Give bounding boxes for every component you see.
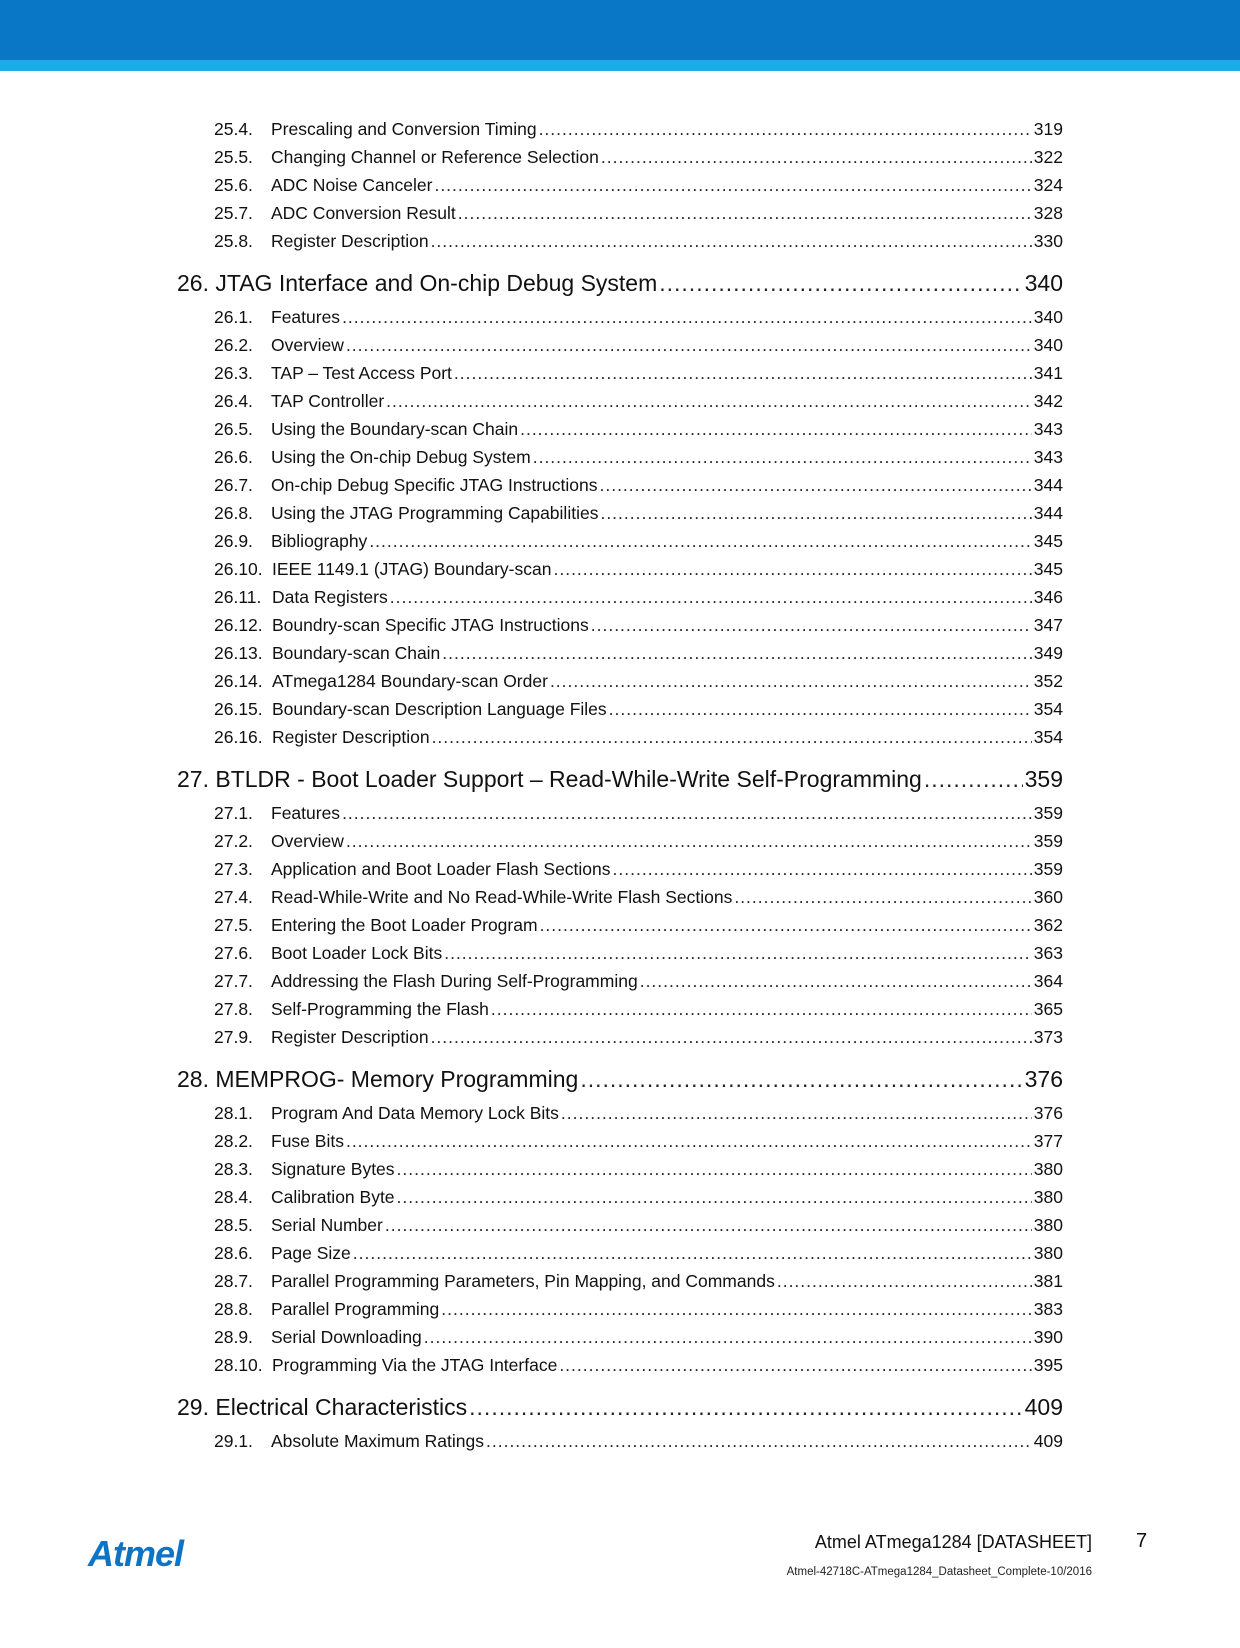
dot-leader <box>385 1211 1032 1239</box>
section-number: 26.9. <box>214 531 253 551</box>
toc-section-list <box>0 1427 1240 1455</box>
dot-leader <box>659 267 1022 299</box>
dot-leader <box>342 303 1032 331</box>
dot-leader <box>734 883 1031 911</box>
section-number: 28.2. <box>214 1131 253 1151</box>
toc-entry[interactable] <box>0 471 1240 499</box>
section-page-number: 364 <box>1033 971 1063 991</box>
toc-entry[interactable] <box>0 639 1240 667</box>
section-page-number: 347 <box>1033 615 1063 635</box>
toc-entry[interactable] <box>0 227 1240 255</box>
chapter-title: 29. Electrical Characteristics <box>177 1394 468 1420</box>
toc-entry[interactable] <box>0 723 1240 751</box>
section-page-number: 346 <box>1033 587 1063 607</box>
section-number: 25.4. <box>214 119 253 139</box>
section-number: 26.2. <box>214 335 253 355</box>
section-page-number: 362 <box>1033 915 1063 935</box>
dot-leader <box>444 939 1032 967</box>
section-title: Self-Programming the Flash <box>271 999 489 1019</box>
dot-leader <box>561 1099 1032 1127</box>
section-page-number: 330 <box>1033 231 1063 251</box>
section-page-number: 349 <box>1033 643 1063 663</box>
section-number: 28.6. <box>214 1243 253 1263</box>
toc-entry[interactable] <box>0 331 1240 359</box>
section-page-number: 343 <box>1033 419 1063 439</box>
footer-doc-title: Atmel ATmega1284 [DATASHEET] <box>814 1532 1092 1552</box>
toc-entry[interactable] <box>0 199 1240 227</box>
dot-leader <box>431 227 1032 255</box>
section-title: Features <box>271 803 341 823</box>
section-title: Read-While-Write and No Read-While-Write Flash Sections <box>271 887 733 907</box>
section-page-number: 376 <box>1033 1103 1063 1123</box>
section-page-number: 344 <box>1033 475 1063 495</box>
dot-leader <box>580 1063 1022 1095</box>
section-title: Using the On-chip Debug System <box>271 447 531 467</box>
table-of-contents <box>0 115 1240 1455</box>
section-number: 28.7. <box>214 1271 253 1291</box>
dot-leader <box>342 799 1032 827</box>
toc-section-list <box>0 303 1240 751</box>
dot-leader <box>486 1427 1032 1455</box>
section-page-number: 343 <box>1033 447 1063 467</box>
section-number: 28.4. <box>214 1187 253 1207</box>
section-title: Entering the Boot Loader Program <box>271 915 538 935</box>
section-number: 27.4. <box>214 887 253 907</box>
section-page-number: 324 <box>1033 175 1063 195</box>
section-number: 27.2. <box>214 831 253 851</box>
section-title: Prescaling and Conversion Timing <box>271 119 537 139</box>
chapter-title: 26. JTAG Interface and On-chip Debug System <box>177 270 658 296</box>
toc-entry[interactable] <box>0 1127 1240 1155</box>
toc-entry[interactable] <box>0 1351 1240 1379</box>
section-title: Boot Loader Lock Bits <box>271 943 443 963</box>
dot-leader <box>432 723 1032 751</box>
section-title: Bibliography <box>271 531 368 551</box>
section-page-number: 363 <box>1033 943 1063 963</box>
chapter-page-number: 376 <box>1024 1066 1063 1092</box>
dot-leader <box>346 827 1032 855</box>
section-page-number: 319 <box>1033 119 1063 139</box>
section-page-number: 383 <box>1033 1299 1063 1319</box>
section-title: Fuse Bits <box>271 1131 344 1151</box>
section-title: TAP – Test Access Port <box>271 363 452 383</box>
toc-entry[interactable] <box>0 611 1240 639</box>
section-title: On-chip Debug Specific JTAG Instructions <box>271 475 598 495</box>
section-title: Addressing the Flash During Self-Programming <box>271 971 638 991</box>
toc-entry[interactable] <box>0 143 1240 171</box>
section-title: Serial Downloading <box>271 1327 422 1347</box>
section-title: Overview <box>271 335 344 355</box>
section-page-number: 360 <box>1033 887 1063 907</box>
section-page-number: 380 <box>1033 1159 1063 1179</box>
toc-entry[interactable] <box>0 171 1240 199</box>
section-title: ATmega1284 Boundary-scan Order <box>272 671 548 691</box>
section-title: Program And Data Memory Lock Bits <box>271 1103 559 1123</box>
dot-leader <box>550 667 1032 695</box>
section-number: 26.5. <box>214 419 253 439</box>
section-number: 28.9. <box>214 1327 253 1347</box>
dot-leader <box>559 1351 1031 1379</box>
dot-leader <box>640 967 1032 995</box>
section-title: Register Description <box>272 727 430 747</box>
section-number: 26.13. <box>214 643 263 663</box>
section-title: Changing Channel or Reference Selection <box>271 147 599 167</box>
dot-leader <box>346 1127 1032 1155</box>
section-number: 25.8. <box>214 231 253 251</box>
section-title: Using the Boundary-scan Chain <box>271 419 519 439</box>
section-number: 27.6. <box>214 943 253 963</box>
section-title: Overview <box>271 831 344 851</box>
dot-leader <box>520 415 1032 443</box>
section-number: 26.1. <box>214 307 253 327</box>
header-stripe <box>0 60 1240 71</box>
toc-chapter-entry[interactable] <box>0 1063 1240 1095</box>
toc-entry[interactable] <box>0 995 1240 1023</box>
atmel-logo: Atmel <box>88 1533 184 1574</box>
section-number: 26.10. <box>214 559 263 579</box>
section-page-number: 380 <box>1033 1243 1063 1263</box>
toc-entry[interactable] <box>0 911 1240 939</box>
section-title: Parallel Programming Parameters, Pin Mapping, and Commands <box>271 1271 775 1291</box>
section-page-number: 381 <box>1033 1271 1063 1291</box>
section-page-number: 340 <box>1033 307 1063 327</box>
section-title: Boundary-scan Chain <box>272 643 441 663</box>
dot-leader <box>454 359 1032 387</box>
toc-entry[interactable] <box>0 1023 1240 1051</box>
toc-entry[interactable] <box>0 415 1240 443</box>
chapter-page-number: 409 <box>1024 1394 1063 1420</box>
section-title: Parallel Programming <box>271 1299 440 1319</box>
toc-section-list <box>0 799 1240 1051</box>
dot-leader <box>469 1391 1022 1423</box>
section-number: 27.8. <box>214 999 253 1019</box>
toc-entry[interactable] <box>0 1183 1240 1211</box>
dot-leader <box>431 1023 1032 1051</box>
toc-entry[interactable] <box>0 359 1240 387</box>
dot-leader <box>599 471 1031 499</box>
section-title: Using the JTAG Programming Capabilities <box>271 503 599 523</box>
toc-entry[interactable] <box>0 1099 1240 1127</box>
section-number: 28.5. <box>214 1215 253 1235</box>
section-number: 26.16. <box>214 727 263 747</box>
footer-page-number: 7 <box>1136 1530 1148 1552</box>
section-number: 26.15. <box>214 699 263 719</box>
section-title: Application and Boot Loader Flash Sections <box>271 859 611 879</box>
toc-entry[interactable] <box>0 527 1240 555</box>
section-page-number: 340 <box>1033 335 1063 355</box>
toc-entry[interactable] <box>0 303 1240 331</box>
section-page-number: 341 <box>1033 363 1063 383</box>
dot-leader <box>442 639 1032 667</box>
section-page-number: 344 <box>1033 503 1063 523</box>
section-title: Absolute Maximum Ratings <box>271 1431 484 1451</box>
section-page-number: 380 <box>1033 1187 1063 1207</box>
footer-doc-code: Atmel-42718C-ATmega1284_Datasheet_Complete-10/2016 <box>786 1566 1092 1578</box>
toc-entry[interactable] <box>0 499 1240 527</box>
section-number: 26.4. <box>214 391 253 411</box>
section-page-number: 365 <box>1033 999 1063 1019</box>
section-title: ADC Noise Canceler <box>271 175 433 195</box>
section-number: 26.12. <box>214 615 263 635</box>
dot-leader <box>533 443 1032 471</box>
dot-leader <box>553 555 1031 583</box>
section-number: 27.9. <box>214 1027 253 1047</box>
section-page-number: 359 <box>1033 831 1063 851</box>
section-title: Data Registers <box>272 587 388 607</box>
toc-entry[interactable] <box>0 115 1240 143</box>
toc-entry[interactable] <box>0 583 1240 611</box>
toc-entry[interactable] <box>0 1211 1240 1239</box>
section-page-number: 352 <box>1033 671 1063 691</box>
toc-entry[interactable] <box>0 1239 1240 1267</box>
toc-section-list <box>0 115 1240 255</box>
dot-leader <box>397 1155 1032 1183</box>
toc-entry[interactable] <box>0 967 1240 995</box>
section-page-number: 359 <box>1033 803 1063 823</box>
toc-entry[interactable] <box>0 443 1240 471</box>
section-number: 25.5. <box>214 147 253 167</box>
section-number: 27.3. <box>214 859 253 879</box>
toc-entry[interactable] <box>0 827 1240 855</box>
dot-leader <box>491 995 1032 1023</box>
toc-entry[interactable] <box>0 555 1240 583</box>
section-page-number: 390 <box>1033 1327 1063 1347</box>
dot-leader <box>386 387 1032 415</box>
section-page-number: 342 <box>1033 391 1063 411</box>
dot-leader <box>924 763 1023 795</box>
toc-entry[interactable] <box>0 667 1240 695</box>
toc-entry[interactable] <box>0 1427 1240 1455</box>
dot-leader <box>441 1295 1032 1323</box>
section-page-number: 345 <box>1033 531 1063 551</box>
section-page-number: 409 <box>1033 1431 1063 1451</box>
dot-leader <box>346 331 1032 359</box>
toc-entry[interactable] <box>0 387 1240 415</box>
section-number: 28.1. <box>214 1103 253 1123</box>
section-number: 26.14. <box>214 671 263 691</box>
section-title: IEEE 1149.1 (JTAG) Boundary-scan <box>272 559 552 579</box>
section-page-number: 345 <box>1033 559 1063 579</box>
dot-leader <box>540 911 1032 939</box>
section-number: 28.3. <box>214 1159 253 1179</box>
dot-leader <box>397 1183 1032 1211</box>
section-number: 27.5. <box>214 915 253 935</box>
toc-chapter-entry[interactable] <box>0 1391 1240 1423</box>
chapter-page-number: 340 <box>1024 270 1063 296</box>
section-number: 28.8. <box>214 1299 253 1319</box>
section-title: Boundary-scan Description Language Files <box>272 699 607 719</box>
dot-leader <box>390 583 1032 611</box>
section-page-number: 373 <box>1033 1027 1063 1047</box>
chapter-page-number: 359 <box>1024 766 1063 792</box>
section-title: Serial Number <box>271 1215 383 1235</box>
dot-leader <box>353 1239 1032 1267</box>
section-number: 25.6. <box>214 175 253 195</box>
toc-entry[interactable] <box>0 1295 1240 1323</box>
section-title: ADC Conversion Result <box>271 203 456 223</box>
section-page-number: 354 <box>1033 699 1063 719</box>
section-number: 26.7. <box>214 475 253 495</box>
toc-entry[interactable] <box>0 1155 1240 1183</box>
toc-chapter-entry[interactable] <box>0 763 1240 795</box>
dot-leader <box>777 1267 1032 1295</box>
dot-leader <box>600 499 1031 527</box>
section-number: 25.7. <box>214 203 253 223</box>
section-page-number: 377 <box>1033 1131 1063 1151</box>
dot-leader <box>591 611 1032 639</box>
section-title: Boundry-scan Specific JTAG Instructions <box>272 615 589 635</box>
toc-entry[interactable] <box>0 883 1240 911</box>
section-page-number: 359 <box>1033 859 1063 879</box>
dot-leader <box>539 115 1032 143</box>
section-page-number: 328 <box>1033 203 1063 223</box>
toc-entry[interactable] <box>0 695 1240 723</box>
section-title: Programming Via the JTAG Interface <box>272 1355 558 1375</box>
section-title: Register Description <box>271 1027 429 1047</box>
section-title: Calibration Byte <box>271 1187 395 1207</box>
section-title: Register Description <box>271 231 429 251</box>
section-number: 26.8. <box>214 503 253 523</box>
dot-leader <box>613 855 1032 883</box>
section-number: 26.11. <box>214 587 262 607</box>
section-number: 26.6. <box>214 447 253 467</box>
section-number: 29.1. <box>214 1431 253 1451</box>
dot-leader <box>609 695 1032 723</box>
toc-entry[interactable] <box>0 1323 1240 1351</box>
section-title: Features <box>271 307 341 327</box>
dot-leader <box>434 171 1031 199</box>
toc-entry[interactable] <box>0 799 1240 827</box>
section-page-number: 395 <box>1033 1355 1063 1375</box>
section-page-number: 354 <box>1033 727 1063 747</box>
section-page-number: 322 <box>1033 147 1063 167</box>
toc-entry[interactable] <box>0 855 1240 883</box>
toc-entry[interactable] <box>0 939 1240 967</box>
section-page-number: 380 <box>1033 1215 1063 1235</box>
toc-chapter-entry[interactable] <box>0 267 1240 299</box>
section-title: TAP Controller <box>271 391 385 411</box>
section-number: 27.7. <box>214 971 253 991</box>
chapter-title: 28. MEMPROG- Memory Programming <box>177 1066 579 1092</box>
header-bar <box>0 0 1240 60</box>
dot-leader <box>369 527 1031 555</box>
chapter-title: 27. BTLDR - Boot Loader Support – Read-While-Write Self-Programming <box>177 766 922 792</box>
dot-leader <box>601 143 1032 171</box>
section-title: Page Size <box>271 1243 351 1263</box>
toc-entry[interactable] <box>0 1267 1240 1295</box>
section-number: 27.1. <box>214 803 253 823</box>
toc-section-list <box>0 1099 1240 1379</box>
section-number: 26.3. <box>214 363 253 383</box>
section-title: Signature Bytes <box>271 1159 395 1179</box>
section-number: 28.10. <box>214 1355 263 1375</box>
dot-leader <box>424 1323 1032 1351</box>
dot-leader <box>458 199 1032 227</box>
